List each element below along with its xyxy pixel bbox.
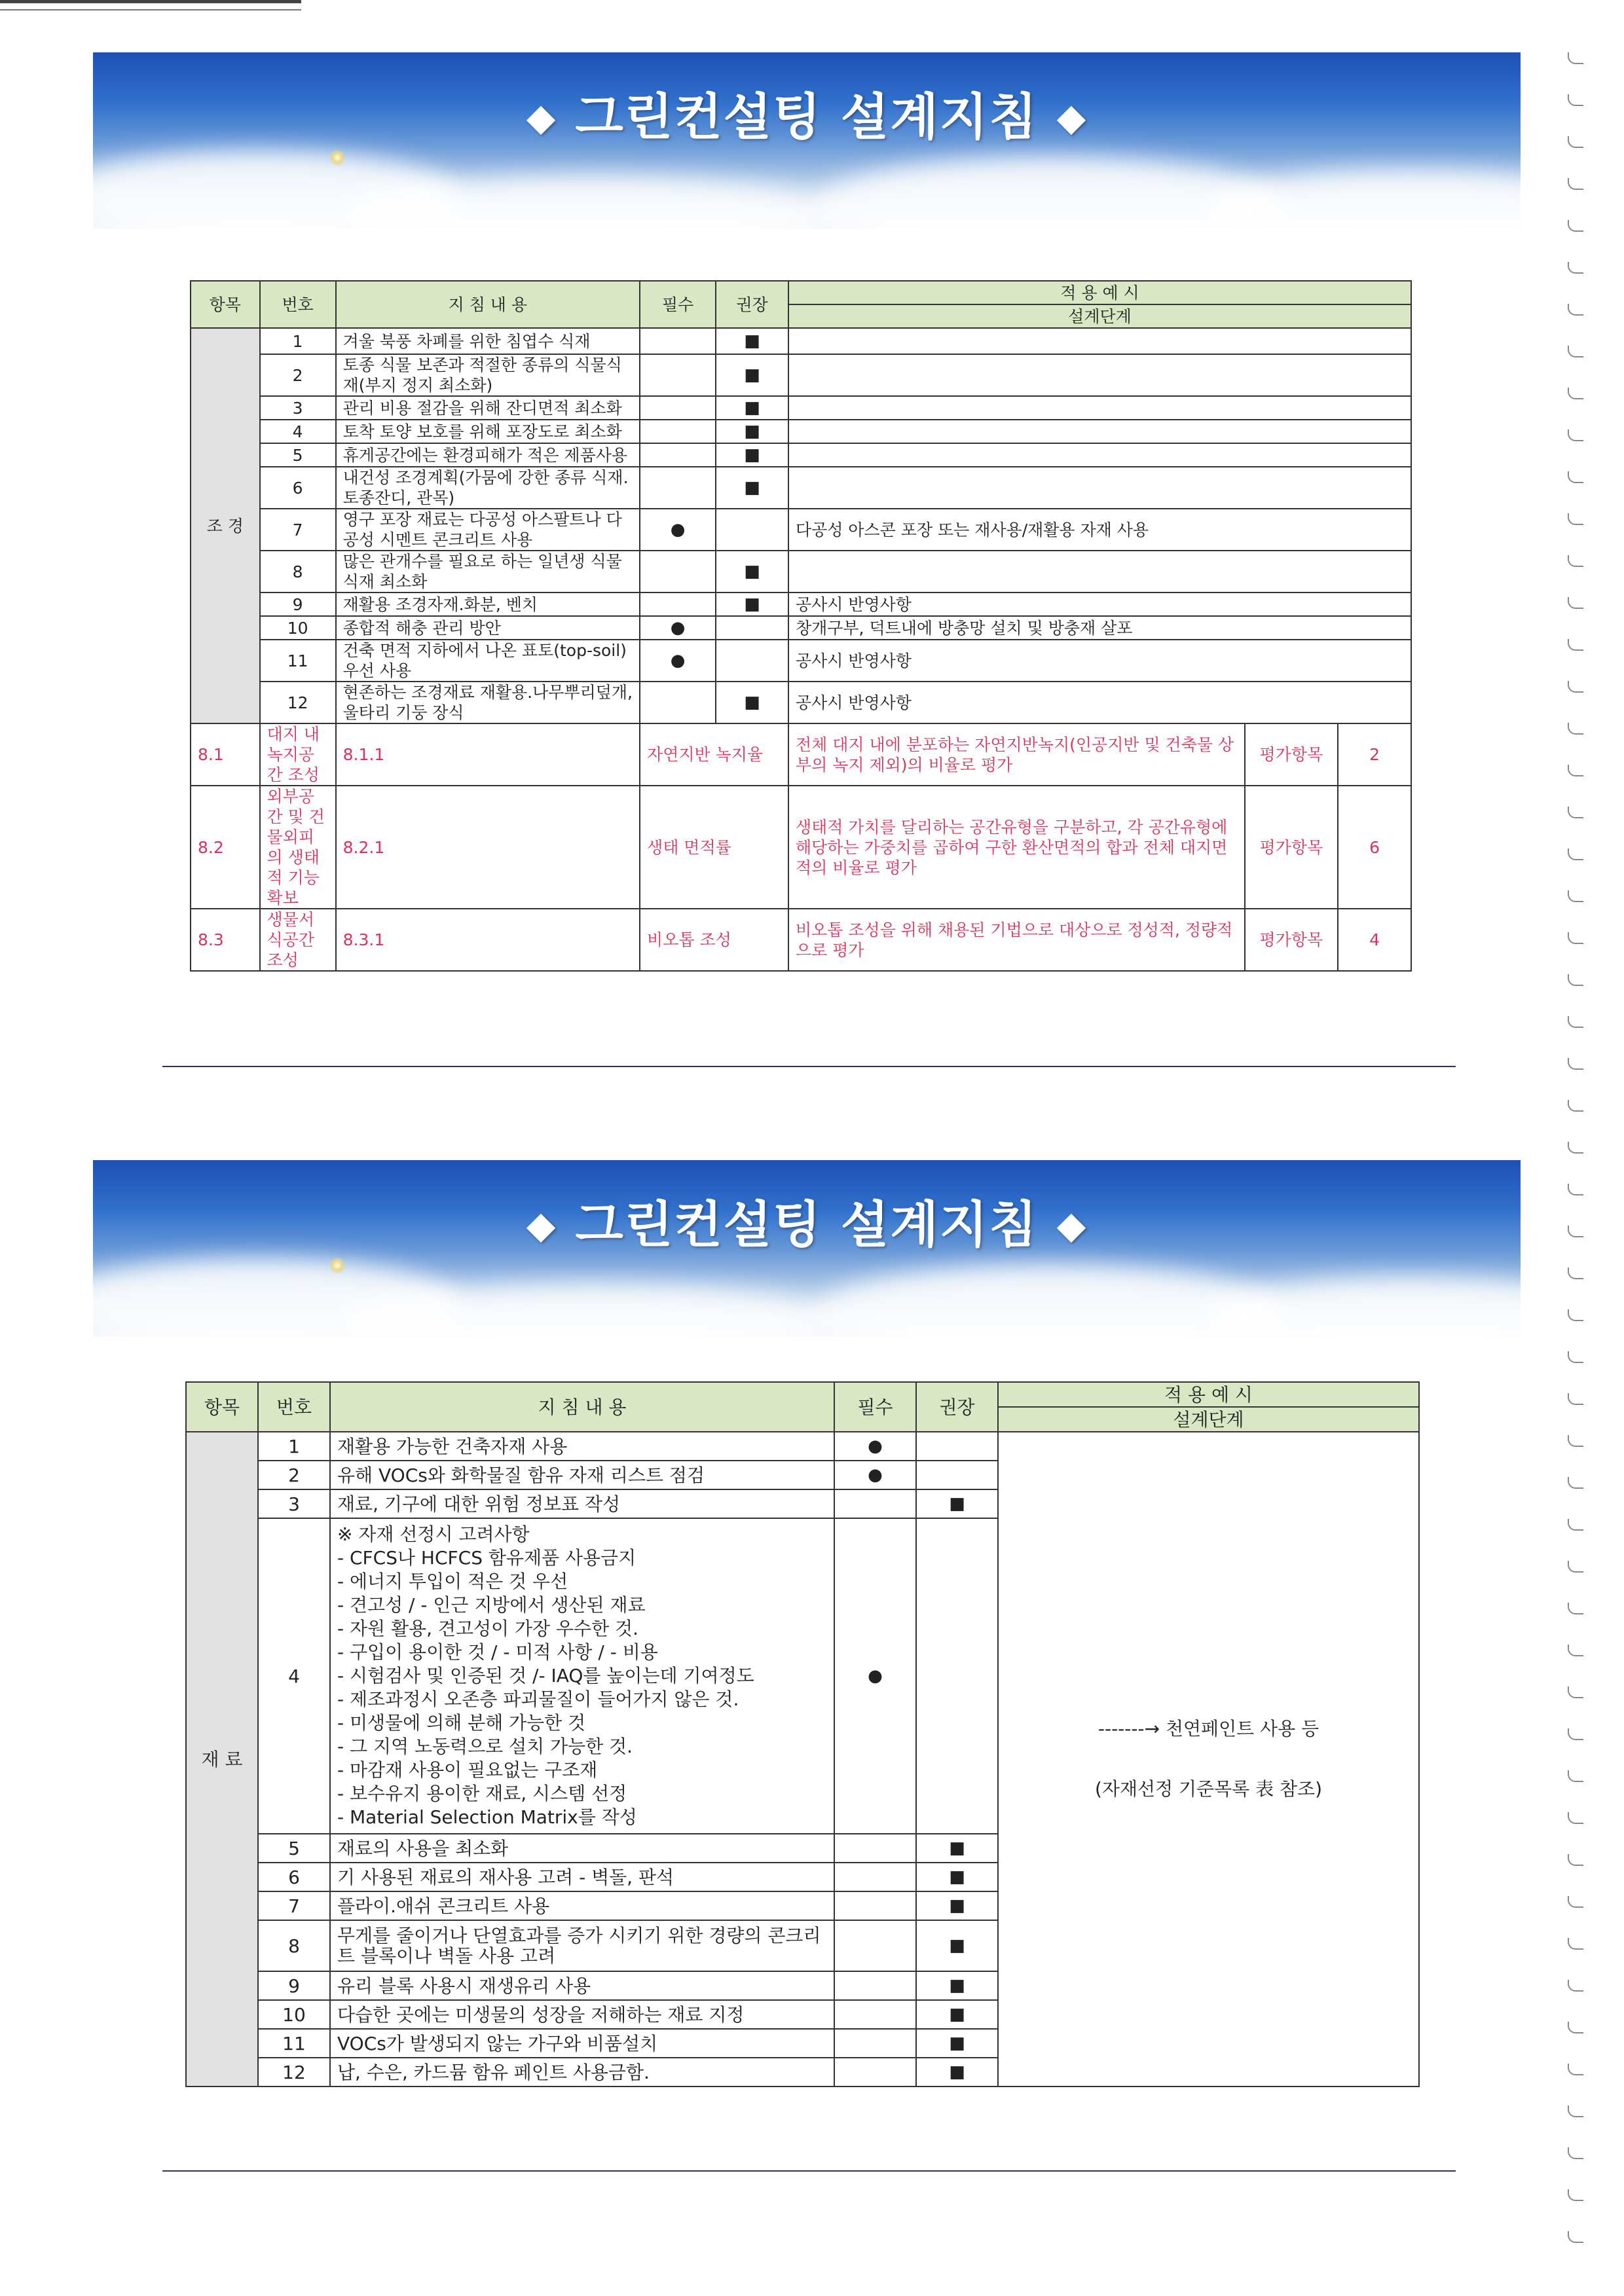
banner-title	[93, 1185, 1521, 1256]
category-cell: 조 경	[191, 328, 260, 723]
row-number: 7	[260, 509, 336, 551]
required-mark	[640, 328, 716, 354]
eval-score: 2	[1338, 723, 1411, 786]
required-mark	[834, 2029, 916, 2058]
recommended-mark	[916, 1432, 998, 1461]
row-number: 3	[258, 1489, 330, 1518]
example-text	[788, 328, 1411, 354]
eval-type: 평가항목	[1245, 723, 1338, 786]
header-num: 번호	[260, 281, 336, 328]
row-number: 1	[260, 328, 336, 354]
recommended-mark: ■	[716, 467, 788, 509]
required-mark: ●	[640, 509, 716, 551]
guideline-text: VOCs가 발생되지 않는 가구와 비품설치	[330, 2029, 834, 2058]
required-mark: ●	[834, 1461, 916, 1489]
row-number: 2	[260, 354, 336, 396]
recommended-mark: ■	[916, 2058, 998, 2086]
required-mark	[834, 1891, 916, 1920]
required-mark	[640, 354, 716, 396]
header-stage: 설계단계	[998, 1407, 1419, 1432]
row-number: 5	[260, 443, 336, 467]
table-row	[191, 640, 1411, 682]
table-row	[191, 443, 1411, 467]
row-number: 9	[258, 1971, 330, 2000]
recommended-mark	[916, 1461, 998, 1489]
recommended-mark: ■	[716, 396, 788, 420]
example-line-1: -------→ 천연페인트 사용 등	[1098, 1718, 1320, 1740]
guideline-text: 유해 VOCs와 화학물질 함유 자재 리스트 점검	[330, 1461, 834, 1489]
eval-description: 생태적 가치를 달리하는 공간유형을 구분하고, 각 공간유형에 해당하는 가중치를 곱하여 구한 환산면적의 합과 전체 대지면적의 비율로 평가	[788, 786, 1245, 909]
guideline-text: 휴게공간에는 환경피해가 적은 제품사용	[336, 443, 640, 467]
header-content: 지 침 내 용	[330, 1382, 834, 1432]
guideline-text: 다습한 곳에는 미생물의 성장을 저해하는 재료 지정	[330, 2000, 834, 2029]
row-number: 11	[260, 640, 336, 682]
row-number: 4	[258, 1518, 330, 1834]
sparkle-icon	[329, 149, 346, 166]
row-number: 1	[258, 1432, 330, 1461]
guideline-list-item: - 그 지역 노동력으로 설치 가능한 것.	[337, 1736, 633, 1757]
recommended-mark: ■	[916, 1489, 998, 1518]
guideline-list-item: - 구입이 용이한 것 / - 미적 사항 / - 비용	[337, 1641, 658, 1663]
diamond-icon: ◆	[1056, 95, 1088, 139]
recommended-mark: ■	[716, 420, 788, 443]
required-mark	[834, 2058, 916, 2086]
guideline-list-item: - Material Selection Matrix를 작성	[337, 1806, 637, 1828]
required-mark: ●	[640, 616, 716, 640]
recommended-mark: ■	[916, 1971, 998, 2000]
category-cell: 재 료	[186, 1432, 258, 2086]
header-stage: 설계단계	[788, 304, 1411, 328]
eval-description: 비오톱 조성을 위해 채용된 기법으로 대상으로 정성적, 정량적으로 평가	[788, 909, 1245, 971]
example-text	[788, 396, 1411, 420]
guideline-table-landscape	[190, 280, 1412, 972]
example-text: 공사시 반영사항	[788, 640, 1411, 682]
recommended-mark: ■	[916, 1834, 998, 1863]
required-mark	[834, 1920, 916, 1971]
header-num: 번호	[258, 1382, 330, 1432]
eval-type: 평가항목	[1245, 786, 1338, 909]
guideline-list-item: - 견고성 / - 인근 지방에서 생산된 재료	[337, 1594, 646, 1616]
required-mark	[834, 2000, 916, 2029]
recommended-mark: ■	[716, 328, 788, 354]
guideline-text: 토종 식물 보존과 적절한 종류의 식물식재(부지 정지 최소화)	[336, 354, 640, 396]
header-recommended: 권장	[716, 281, 788, 328]
diamond-icon: ◆	[526, 95, 557, 139]
evaluation-row	[191, 723, 1411, 786]
row-number: 7	[258, 1891, 330, 1920]
top-rule-thin	[0, 9, 301, 10]
example-text: 창개구부, 덕트내에 방충망 설치 및 방충재 살포	[788, 616, 1411, 640]
required-mark	[834, 1863, 916, 1891]
table-row	[191, 592, 1411, 616]
eval-code: 8.1	[191, 723, 260, 786]
guideline-list-item: - 미생물에 의해 분해 가능한 것	[337, 1712, 586, 1734]
banner-top	[93, 52, 1521, 229]
guideline-list-item: - CFCS나 HCFCS 함유제품 사용금지	[337, 1547, 637, 1569]
required-mark: ●	[834, 1518, 916, 1834]
required-mark	[834, 1971, 916, 2000]
eval-score: 6	[1338, 786, 1411, 909]
guideline-list-item: - 마감재 사용이 필요없는 구조재	[337, 1759, 598, 1781]
diamond-icon: ◆	[526, 1203, 557, 1247]
row-number: 11	[258, 2029, 330, 2058]
row-number: 5	[258, 1834, 330, 1863]
row-number: 8	[260, 551, 336, 592]
row-number: 10	[260, 616, 336, 640]
header-required: 필수	[640, 281, 716, 328]
guideline-text: 종합적 해충 관리 방안	[336, 616, 640, 640]
recommended-mark	[716, 640, 788, 682]
example-text: 공사시 반영사항	[788, 592, 1411, 616]
diamond-icon: ◆	[1056, 1203, 1088, 1247]
required-mark	[640, 396, 716, 420]
guideline-text: 무게를 줄이거나 단열효과를 증가 시키기 위한 경량의 콘크리트 블록이나 벽돌 사용 고려	[330, 1920, 834, 1971]
recommended-mark: ■	[916, 1863, 998, 1891]
guideline-text: 유리 블록 사용시 재생유리 사용	[330, 1971, 834, 2000]
required-mark: ●	[834, 1432, 916, 1461]
example-text	[788, 467, 1411, 509]
recommended-mark: ■	[916, 1891, 998, 1920]
banner-title-text: 그린컨설팅 설계지침	[575, 88, 1039, 146]
guideline-list-item: - 에너지 투입이 적은 것 우선	[337, 1571, 568, 1592]
row-number: 12	[258, 2058, 330, 2086]
eval-code: 8.2	[191, 786, 260, 909]
guideline-text: 현존하는 조경재료 재활용.나무뿌리덮개, 울타리 기둥 장식	[336, 682, 640, 723]
guideline-text: 재료, 기구에 대한 위험 정보표 작성	[330, 1489, 834, 1518]
guideline-list-item: ※ 자재 선정시 고려사항	[337, 1523, 530, 1545]
row-number: 10	[258, 2000, 330, 2029]
eval-name: 대지 내 녹지공간 조성	[260, 723, 336, 786]
table-row	[191, 328, 1411, 354]
eval-sub-name: 생태 면적률	[640, 786, 788, 909]
row-number: 12	[260, 682, 336, 723]
guideline-text: 영구 포장 재료는 다공성 아스팔트나 다공성 시멘트 콘크리트 사용	[336, 509, 640, 551]
guideline-list-item: - 자원 활용, 견고성이 가장 우수한 것.	[337, 1618, 638, 1639]
table-row	[191, 396, 1411, 420]
recommended-mark: ■	[916, 2000, 998, 2029]
guideline-text: 내건성 조경계획(가뭄에 강한 종류 식재.토종잔디, 관목)	[336, 467, 640, 509]
guideline-list-item: - 시험검사 및 인증된 것 /- IAQ를 높이는데 기여정도	[337, 1665, 754, 1686]
example-text	[788, 354, 1411, 396]
eval-score: 4	[1338, 909, 1411, 971]
recommended-mark: ■	[716, 551, 788, 592]
recommended-mark: ■	[716, 682, 788, 723]
eval-sub-name: 자연지반 녹지율	[640, 723, 788, 786]
recommended-mark	[716, 616, 788, 640]
eval-sub-name: 비오톱 조성	[640, 909, 788, 971]
guideline-text: 재료의 사용을 최소화	[330, 1834, 834, 1863]
header-item: 항목	[186, 1382, 258, 1432]
required-mark	[640, 420, 716, 443]
required-mark	[640, 467, 716, 509]
header-example: 적 용 예 시	[998, 1382, 1419, 1407]
example-text: 공사시 반영사항	[788, 682, 1411, 723]
recommended-mark: ■	[716, 443, 788, 467]
required-mark	[834, 1834, 916, 1863]
guideline-text: 납, 수은, 카드뮴 함유 페인트 사용금함.	[330, 2058, 834, 2086]
guideline-text: 겨울 북풍 차폐를 위한 침엽수 식재	[336, 328, 640, 354]
recommended-mark: ■	[916, 1920, 998, 1971]
row-number: 6	[258, 1863, 330, 1891]
sparkle-icon	[329, 1257, 346, 1274]
row-number: 4	[260, 420, 336, 443]
example-line-2: (자재선정 기준목록 表 참조)	[1094, 1778, 1323, 1800]
guideline-text: 많은 관개수를 필요로 하는 일년생 식물 식재 최소화	[336, 551, 640, 592]
header-required: 필수	[834, 1382, 916, 1432]
example-text	[788, 443, 1411, 467]
table-row	[191, 354, 1411, 396]
table-row	[191, 616, 1411, 640]
guideline-text: 플라이.애쉬 콘크리트 사용	[330, 1891, 834, 1920]
guideline-list-item: - 보수유지 용이한 재료, 시스템 선정	[337, 1783, 627, 1804]
table-row	[191, 420, 1411, 443]
banner-title-text: 그린컨설팅 설계지침	[575, 1195, 1039, 1254]
guideline-list	[330, 1518, 834, 1834]
recommended-mark: ■	[916, 2029, 998, 2058]
required-mark: ●	[640, 640, 716, 682]
top-rule	[0, 0, 301, 3]
recommended-mark	[916, 1518, 998, 1834]
guideline-text: 건축 면적 지하에서 나온 표토(top-soil) 우선 사용	[336, 640, 640, 682]
required-mark	[640, 551, 716, 592]
eval-name: 생물서식공간조성	[260, 909, 336, 971]
guideline-text: 재활용 조경자재.화분, 벤치	[336, 592, 640, 616]
eval-sub-code: 8.1.1	[336, 723, 640, 786]
header-example: 적 용 예 시	[788, 281, 1411, 304]
required-mark	[640, 682, 716, 723]
banner-bottom	[93, 1160, 1521, 1337]
section-divider	[162, 1066, 1456, 1067]
header-recommended: 권장	[916, 1382, 998, 1432]
row-number: 9	[260, 592, 336, 616]
recommended-mark: ■	[716, 592, 788, 616]
eval-sub-code: 8.2.1	[336, 786, 640, 909]
example-text: 다공성 아스콘 포장 또는 재사용/재활용 자재 사용	[788, 509, 1411, 551]
table-row	[186, 1432, 1419, 1461]
recommended-mark	[716, 509, 788, 551]
binding-margin	[1564, 39, 1587, 2265]
guideline-text: 토착 토양 보호를 위해 포장도로 최소화	[336, 420, 640, 443]
row-number: 3	[260, 396, 336, 420]
table-row	[191, 467, 1411, 509]
evaluation-row	[191, 909, 1411, 971]
evaluation-row	[191, 786, 1411, 909]
eval-name: 외부공간 및 건물외피의 생태적 기능확보	[260, 786, 336, 909]
table-row	[191, 551, 1411, 592]
eval-code: 8.3	[191, 909, 260, 971]
eval-sub-code: 8.3.1	[336, 909, 640, 971]
example-text	[788, 420, 1411, 443]
guideline-text: 기 사용된 재료의 재사용 고려 - 벽돌, 판석	[330, 1863, 834, 1891]
required-mark	[834, 1489, 916, 1518]
eval-description: 전체 대지 내에 분포하는 자연지반녹지(인공지반 및 건축물 상부의 녹지 제외)의 비율로 평가	[788, 723, 1245, 786]
header-item: 항목	[191, 281, 260, 328]
header-content: 지 침 내 용	[336, 281, 640, 328]
section-divider	[162, 2170, 1456, 2172]
row-number: 6	[260, 467, 336, 509]
guideline-text: 재활용 가능한 건축자재 사용	[330, 1432, 834, 1461]
row-number: 8	[258, 1920, 330, 1971]
guideline-text: 관리 비용 절감을 위해 잔디면적 최소화	[336, 396, 640, 420]
table-row	[191, 682, 1411, 723]
table-row	[191, 509, 1411, 551]
guideline-list-item: - 제조과정시 오존층 파괴물질이 들어가지 않은 것.	[337, 1688, 739, 1710]
banner-title	[93, 77, 1521, 149]
guideline-table-materials	[185, 1381, 1420, 2087]
recommended-mark: ■	[716, 354, 788, 396]
example-text	[788, 551, 1411, 592]
example-cell	[998, 1432, 1419, 2086]
eval-type: 평가항목	[1245, 909, 1338, 971]
required-mark	[640, 592, 716, 616]
row-number: 2	[258, 1461, 330, 1489]
required-mark	[640, 443, 716, 467]
